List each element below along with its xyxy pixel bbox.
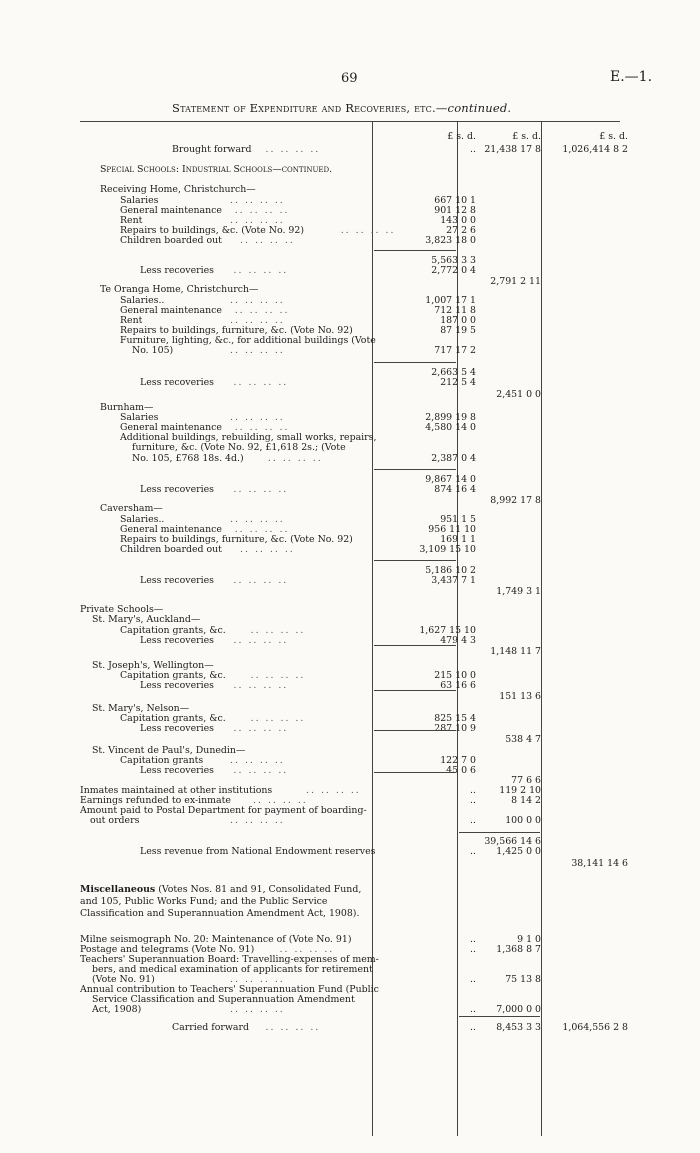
subtotal-rule [374, 362, 456, 363]
leader-dots: .. .. .. .. [234, 524, 290, 535]
leader-dots: .. .. .. .. [230, 295, 285, 306]
amount-a2: 1,148 11 7 [490, 646, 541, 657]
leader-dots: .. .. .. .. [234, 205, 290, 216]
col-header-2: £ s. d. [512, 131, 541, 142]
leader-dots: .. .. .. .. [230, 195, 285, 206]
amount-a1: 5,563 3 3 [431, 255, 476, 266]
subtotal-rule [374, 469, 456, 470]
leader-dots: .. .. .. .. [230, 215, 285, 226]
col-header-3: £ s. d. [599, 131, 628, 142]
row-label: Teachers' Superannuation Board: Travelling-expenses of mem- [80, 954, 379, 965]
leader-dots: .. .. .. .. [233, 635, 289, 646]
row-label: Salaries.. [120, 295, 165, 306]
row-label: Salaries.. [120, 514, 165, 525]
row-label: No. 105) [132, 345, 174, 356]
subtotal-rule [374, 560, 456, 561]
leader-dots: .. .. .. .. [233, 575, 289, 586]
amount-a1: .. [470, 785, 476, 796]
row-label: General maintenance [120, 305, 222, 316]
amount-a1: .. [470, 144, 476, 155]
amount-a1: 712 11 8 [434, 305, 476, 316]
amount-a1: 901 12 8 [434, 205, 476, 216]
subtotal-rule [374, 730, 456, 731]
amount-a3: 38,141 14 6 [571, 858, 628, 869]
leader-dots: .. .. .. .. [240, 235, 295, 246]
leader-dots: .. .. .. .. [230, 755, 285, 766]
misc-heading-bold: Miscellaneous [80, 884, 156, 895]
amount-a1: 2,663 5 4 [431, 367, 476, 378]
amount-a1: 2,772 0 4 [431, 265, 476, 276]
amount-a1: 3,109 15 10 [419, 544, 476, 555]
subtotal-rule [459, 832, 540, 833]
row-label: Salaries [120, 195, 159, 206]
row-label: out orders [90, 815, 140, 826]
amount-a2: 39,566 14 6 [484, 836, 541, 847]
amount-a1: 1,007 17 1 [425, 295, 476, 306]
leader-dots: .. .. .. .. [230, 514, 285, 525]
heading-italic: continued. [447, 101, 512, 115]
amount-a1: .. [470, 934, 476, 945]
amount-a2: 100 0 0 [505, 815, 541, 826]
amount-a3: 1,064,556 2 8 [562, 1022, 628, 1033]
row-label: Act, 1908) [92, 1004, 142, 1015]
amount-a1: .. [470, 944, 476, 955]
amount-a1: 5,186 10 2 [425, 565, 476, 576]
amount-a1: 2,899 19 8 [425, 412, 476, 423]
amount-a1: 717 17 2 [434, 345, 476, 356]
page-number: 69 [341, 71, 358, 86]
amount-a2: 8 14 2 [511, 795, 541, 806]
leader-dots: .. .. .. .. [306, 785, 361, 796]
leader-dots: .. .. .. .. [233, 484, 289, 495]
amount-a2: 151 13 6 [499, 691, 541, 702]
amount-a1: 1,627 15 10 [419, 625, 476, 636]
leader-dots: .. .. .. .. [230, 815, 285, 826]
table-row [0, 543, 700, 556]
leader-dots: .. .. .. .. [230, 345, 285, 356]
amount-a1: 479 4 3 [440, 635, 476, 646]
leader-dots: .. .. .. .. [230, 974, 285, 985]
row-label: Annual contribution to Teachers' Superannuation Fund (Public [80, 984, 379, 995]
table-row [0, 645, 700, 658]
amount-a1: .. [470, 846, 476, 857]
row-label: Capitation grants, &c. [120, 670, 226, 681]
amount-a1: 169 1 1 [440, 534, 476, 545]
row-label: (Vote No. 91) [92, 974, 155, 985]
row-label: No. 105, £768 18s. 4d.) [132, 453, 244, 464]
row-label: Repairs to buildings, furniture, &c. (Vote No. 92) [120, 325, 353, 336]
amount-a1: 215 10 0 [434, 670, 476, 681]
row-label: Caversham— [100, 503, 163, 514]
subtotal-rule [374, 772, 456, 773]
leader-dots: .. .. .. .. [230, 412, 285, 423]
amount-a2: 75 13 8 [505, 974, 541, 985]
amount-a2: 21,438 17 8 [484, 144, 541, 155]
amount-a2: 8,453 3 3 [496, 1022, 541, 1033]
row-label: Milne seismograph No. 20: Maintenance of (Vote No. 91) [80, 934, 352, 945]
row-label: Private Schools— [80, 604, 164, 615]
amount-a1: 2,387 0 4 [431, 453, 476, 464]
amount-a1: 212 5 4 [440, 377, 476, 388]
row-label: Brought forward [172, 144, 252, 155]
row-label: Capitation grants, &c. [120, 713, 226, 724]
col-header-1: £ s. d. [447, 131, 476, 142]
row-label: St. Vincent de Paul's, Dunedin— [92, 745, 246, 756]
leader-dots: .. .. .. .. [230, 1004, 285, 1015]
row-label: St. Mary's, Auckland— [92, 614, 201, 625]
amount-a1: .. [470, 1004, 476, 1015]
amount-a1: 667 10 1 [434, 195, 476, 206]
leader-dots: .. .. .. .. [233, 680, 289, 691]
row-label: Postage and telegrams (Vote No. 91) [80, 944, 255, 955]
leader-dots: .. .. .. .. [279, 944, 335, 955]
row-label: bers, and medical examination of applicants for retirement [92, 964, 373, 975]
row-label: Less recoveries [140, 377, 214, 388]
row-label: Repairs to buildings, furniture, &c. (Vote No. 92) [120, 534, 353, 545]
row-label: Less recoveries [140, 575, 214, 586]
leader-dots: .. .. .. .. [233, 765, 289, 776]
amount-a2: 9 1 0 [517, 934, 541, 945]
series-code: E.—1. [610, 69, 653, 85]
table-row [0, 143, 700, 156]
row-label: Receiving Home, Christchurch— [100, 184, 256, 195]
row-label: Less recoveries [140, 680, 214, 691]
row-label: Salaries [120, 412, 159, 423]
leader-dots: .. .. .. .. [250, 713, 306, 724]
amount-a2: 119 2 10 [499, 785, 541, 796]
row-label: Repairs to buildings, &c. (Vote No. 92) [120, 225, 304, 236]
amount-a2: 2,451 0 0 [496, 389, 541, 400]
leader-dots: .. .. .. .. [250, 625, 306, 636]
table-row [0, 388, 700, 401]
row-label: Less recoveries [140, 765, 214, 776]
table-row [0, 857, 700, 870]
amount-a2: 77 6 6 [511, 775, 541, 786]
row-label: General maintenance [120, 205, 222, 216]
leader-dots: .. .. .. .. [267, 453, 323, 464]
table-row [0, 814, 700, 827]
amount-a2: 7,000 0 0 [496, 1004, 541, 1015]
table-row [0, 452, 700, 465]
subtotal-rule [374, 645, 456, 646]
row-label: Less recoveries [140, 635, 214, 646]
amount-a2: 1,425 0 0 [496, 846, 541, 857]
row-label: Less recoveries [140, 265, 214, 276]
table-row [0, 344, 700, 357]
table-row [0, 234, 700, 247]
leader-dots: .. .. .. .. [234, 422, 290, 433]
amount-a1: 951 1 5 [440, 514, 476, 525]
row-label: Children boarded out [120, 544, 222, 555]
row-label: Inmates maintained at other institutions [80, 785, 273, 796]
row-label: Children boarded out [120, 235, 222, 246]
row-label: Capitation grants, &c. [120, 625, 226, 636]
top-rule [80, 121, 620, 122]
row-label: Less recoveries [140, 723, 214, 734]
subtotal-rule [459, 1016, 540, 1017]
leader-dots: .. .. .. .. [240, 544, 295, 555]
table-row [0, 1003, 700, 1016]
row-label: Additional buildings, rebuilding, small works, repairs, [120, 432, 377, 443]
amount-a1: 187 0 0 [440, 315, 476, 326]
amount-a1: 4,580 14 0 [425, 422, 476, 433]
row-label: Te Oranga Home, Christchurch— [100, 284, 259, 295]
leader-dots: .. .. .. .. [265, 144, 321, 155]
amount-a1: 956 11 10 [428, 524, 476, 535]
row-label: Carried forward [172, 1022, 249, 1033]
amount-a1: 63 16 6 [440, 680, 476, 691]
row-label: Burnham— [100, 402, 154, 413]
amount-a1: 825 15 4 [434, 713, 476, 724]
amount-a1: 122 7 0 [440, 755, 476, 766]
amount-a1: .. [470, 1022, 476, 1033]
amount-a2: 1,368 8 7 [496, 944, 541, 955]
leader-dots: .. .. .. .. [233, 723, 289, 734]
subtotal-rule [374, 250, 456, 251]
row-label: St. Joseph's, Wellington— [92, 660, 214, 671]
amount-a2: 1,749 3 1 [496, 586, 541, 597]
leader-dots: .. .. .. .. [233, 265, 289, 276]
row-label: Special Schools: Industrial Schools—continued. [100, 164, 333, 175]
amount-a2: 8,992 17 8 [490, 495, 541, 506]
table-row [0, 585, 700, 598]
amount-a1: 874 16 4 [434, 484, 476, 495]
amount-a1: 3,437 7 1 [431, 575, 476, 586]
amount-a1: 143 0 0 [440, 215, 476, 226]
amount-a2: 538 4 7 [505, 734, 541, 745]
heading-main: Statement of Expenditure and Recoveries, etc.— [172, 101, 448, 115]
amount-a1: 45 0 6 [446, 765, 476, 776]
leader-dots: .. .. .. .. [253, 795, 308, 806]
amount-a1: 9,867 14 0 [425, 474, 476, 485]
row-label: General maintenance [120, 524, 222, 535]
leader-dots: .. .. .. .. [234, 305, 290, 316]
row-label: Rent [120, 215, 143, 226]
leader-dots: .. .. .. .. [265, 1022, 321, 1033]
amount-a1: .. [470, 815, 476, 826]
amount-a1: 27 2 6 [446, 225, 476, 236]
misc-heading [80, 884, 380, 920]
row-label: St. Mary's, Nelson— [92, 703, 190, 714]
leader-dots: .. .. .. .. [340, 225, 396, 236]
table-row [0, 1021, 700, 1034]
row-label: Furniture, lighting, &c., for additional buildings (Vote [120, 335, 376, 346]
amount-a2: 2,791 2 11 [490, 276, 541, 287]
row-label: furniture, &c. (Vote No. 92, £1,618 2s.; (Vote [132, 442, 346, 453]
misc-heading-rest: (Votes Nos. 81 and 91, Consolidated Fund, and 105, Public Works Fund; and the Public Service Classification and Superannuation Amendment Act, 1908). [80, 884, 362, 919]
subtotal-rule [374, 690, 456, 691]
amount-a1: .. [470, 974, 476, 985]
row-label: Capitation grants [120, 755, 204, 766]
row-label: Less revenue from National Endowment reserves [140, 846, 376, 857]
table-row [0, 163, 700, 176]
amount-a1: 287 10 9 [434, 723, 476, 734]
row-label: Less recoveries [140, 484, 214, 495]
leader-dots: .. .. .. .. [230, 315, 285, 326]
amount-a1: 3,823 18 0 [425, 235, 476, 246]
row-label: General maintenance [120, 422, 222, 433]
page-heading [172, 101, 511, 115]
leader-dots: .. .. .. .. [250, 670, 306, 681]
amount-a1: 87 19 5 [440, 325, 476, 336]
amount-a1: .. [470, 795, 476, 806]
row-label: Service Classification and Superannuation Amendment [92, 994, 355, 1005]
row-label: Amount paid to Postal Department for payment of boarding- [80, 805, 367, 816]
amount-a3: 1,026,414 8 2 [562, 144, 628, 155]
row-label: Earnings refunded to ex-inmate [80, 795, 231, 806]
row-label: Rent [120, 315, 143, 326]
leader-dots: .. .. .. .. [233, 377, 289, 388]
